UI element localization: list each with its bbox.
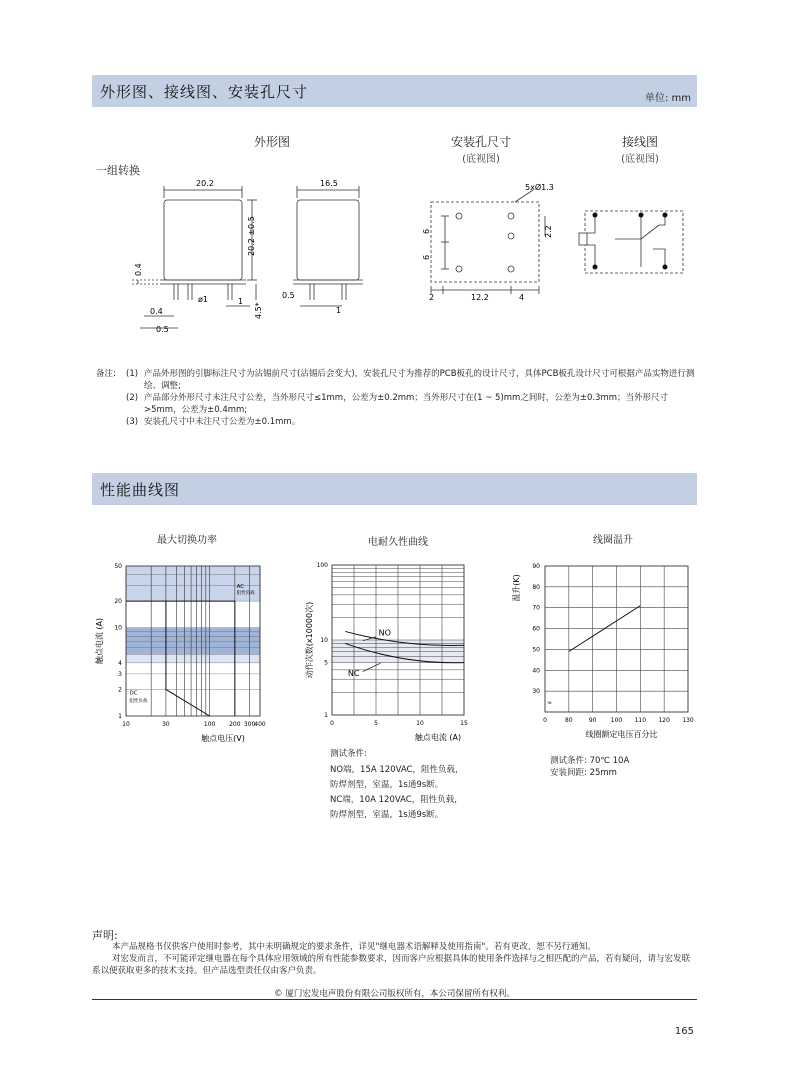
chart2-conditions-label: 测试条件: [330, 749, 367, 759]
chart1-y-tick: 3 [118, 670, 122, 678]
chart2-annotation-nc: NC [347, 669, 360, 679]
wiring-drawing [573, 203, 688, 278]
chart3-x-tick: 130 [682, 717, 694, 724]
chart1-band [126, 654, 260, 663]
chart3-condition-1: 测试条件: 70℃ 10A [550, 756, 630, 766]
chart2-y-tick: 10 [320, 637, 328, 644]
dim-holes-d: 5xØ1.3 [525, 183, 554, 192]
chart2-x-tick: 10 [416, 720, 424, 727]
dim-b4: 4 [519, 293, 525, 302]
page-number: 165 [674, 1026, 694, 1037]
chart-coil-temperature-rise [507, 558, 702, 753]
chart1-title: 最大切换功率 [157, 535, 217, 546]
notes-label: 备注: [96, 369, 116, 379]
chart1-y-tick: 20 [114, 598, 122, 606]
chart2-annotation-no: NO [378, 628, 391, 638]
chart1-annotation: AC [236, 584, 245, 591]
chart1-x-tick: 30 [162, 721, 170, 728]
group-label: 一组转换 [96, 164, 140, 177]
chart2-x-tick: 15 [460, 720, 468, 727]
chart-electrical-endurance [300, 558, 485, 753]
chart3-title: 线圈温升 [593, 535, 633, 546]
dim-2-2: 2.2 [544, 225, 553, 238]
dim-width-front: 20.2 [196, 179, 214, 188]
chart2-x-tick: 0 [330, 720, 334, 727]
section-header-dimensions [92, 75, 697, 107]
chart2-condition-2: 防焊剂型，室温，1s通9s断。 [330, 780, 444, 790]
chart1-annotation: 阻性负载 [129, 698, 148, 704]
chart1-y-tick: 1 [118, 713, 122, 720]
dim-b12: 12.2 [471, 293, 489, 302]
chart2-condition-1: NO端，15A 120VAC，阻性负载， [330, 765, 464, 775]
chart-max-switching-power [90, 558, 275, 753]
dim-side-05: 0.5 [282, 291, 295, 300]
chart1-x-tick: 10 [122, 721, 130, 728]
chart3-x-label: 线圈额定电压百分比 [585, 730, 658, 739]
note-3-text: 安装孔尺寸中未注尺寸公差为±0.1mm。 [144, 417, 301, 427]
dim-b2: 2 [429, 293, 435, 302]
note-2-num: (2) [126, 393, 139, 403]
section-header-curves [92, 473, 697, 505]
chart1-y-label: 触点电流 (A) [95, 617, 104, 665]
statement-p1: 本产品规格书仅供客户使用时参考，其中未明确规定的要求条件，详见"继电器术语解释及使用指南"。若有更改，恕不另行通知。 [112, 942, 596, 952]
chart1-x-tick: 100 [203, 721, 216, 728]
chart1-x-tick: 400 [254, 721, 266, 728]
chart3-x-tick: 100 [610, 717, 623, 724]
mounting-holes-drawing [415, 182, 555, 304]
section-title: 性能曲线图 [100, 481, 181, 499]
dim-width-side: 16.5 [320, 179, 338, 188]
note-2-text: 产品部分外形尺寸未注尺寸公差，当外形尺寸≤1mm，公差为±0.2mm；当外形尺寸在(1 ~ 5)mm之间时，公差为±0.3mm；当外形尺寸>5mm，公差为±0.4mm; [144, 393, 669, 415]
holes-subcaption: (底视图) [462, 154, 500, 165]
chart3-axis-break-mark: ≈ [547, 699, 553, 707]
dim-6a: 6 [422, 228, 431, 234]
chart3-x-tick: 80 [565, 717, 573, 724]
holes-caption: 安装孔尺寸 [450, 135, 511, 149]
chart3-y-tick: 60 [532, 625, 540, 633]
chart1-x-label: 触点电压(V) [201, 734, 245, 743]
chart2-condition-4: 防焊剂型，室温，1s通9s断。 [330, 810, 444, 820]
chart1-x-tick: 300 [243, 721, 256, 728]
footer-copyright: © 厦门宏发电声股份有限公司版权所有，本公司保留所有权利。 [274, 989, 515, 999]
chart3-x-tick: 120 [658, 717, 670, 724]
dim-pin-length: 4.5* [254, 302, 263, 319]
footer-divider [92, 999, 697, 1000]
statement-title: 声明: [92, 929, 118, 942]
dim-6b: 6 [422, 254, 431, 260]
section-title: 外形图、接线图、安装孔尺寸 [100, 83, 309, 101]
chart3-x-tick: 110 [634, 717, 647, 724]
chart2-x-label: 触点电流 (A) [414, 733, 462, 742]
note-1-num: (1) [126, 369, 139, 379]
chart2-condition-3: NC端，10A 120VAC，阻性负载， [330, 795, 463, 805]
chart2-y-tick: 100 [316, 562, 328, 569]
dim-side-1: 1 [336, 306, 342, 315]
chart1-y-tick: 10 [114, 624, 122, 632]
unit-label: 单位: mm [644, 93, 691, 104]
dim-height-front: 20.2 ±0.5 [247, 216, 256, 256]
chart3-x-tick: 0 [543, 717, 547, 724]
dim-05: 0.5 [156, 325, 169, 333]
chart3-y-tick: 90 [532, 563, 540, 570]
chart3-y-tick: 40 [532, 667, 540, 675]
note-1-text: 产品外形图的引脚标注尺寸为沾锡前尺寸(沾锡后会变大)，安装孔尺寸为推荐的PCB板孔的设计尺寸，具体PCB板孔设计尺寸可根据产品实物进行测绘、调整; [144, 369, 695, 391]
chart2-y-label: 动作次数(x10000次) [305, 601, 314, 679]
dim-pin-diameter: ø1 [198, 295, 208, 304]
chart3-y-label: 温升(K) [512, 574, 521, 602]
chart1-annotation: 阻性负载 [236, 591, 255, 597]
chart1-x-tick: 200 [229, 721, 241, 728]
statement-p2: 对宏发而言，不可能评定继电器在每个具体应用领域的所有性能参数要求，因而客户应根据具体的使用条件选择与之相匹配的产品，若有疑问，请与宏发联系以便获取更多的技术支持。但产品选型责任仅由客户负责。 [92, 954, 691, 976]
chart3-y-tick: 80 [532, 583, 540, 591]
wiring-caption: 接线图 [621, 135, 658, 149]
chart1-y-tick: 4 [118, 659, 122, 667]
chart2-y-tick: 5 [324, 659, 328, 667]
wiring-subcaption: (底视图) [621, 154, 659, 165]
dim-pin-width: 1 [238, 297, 244, 306]
chart1-y-tick: 2 [118, 686, 122, 694]
dim-04: 0.4 [150, 307, 163, 316]
chart2-y-tick: 1 [324, 712, 328, 719]
note-3-num: (3) [126, 417, 139, 427]
chart1-y-tick: 50 [114, 563, 122, 570]
chart3-condition-2: 安装间距: 25mm [550, 768, 617, 778]
chart3-x-tick: 90 [588, 717, 597, 724]
outline-caption: 外形图 [253, 135, 290, 149]
chart2-arrow-nc [363, 663, 381, 671]
chart3-y-tick: 30 [532, 688, 540, 696]
chart3-y-tick: 50 [532, 646, 540, 654]
chart3-y-tick: 70 [532, 604, 540, 612]
chart2-x-tick: 5 [374, 720, 378, 727]
dim-base: 0.4 [134, 263, 143, 276]
outline-drawing [130, 178, 390, 333]
chart2-title: 电耐久性曲线 [368, 537, 428, 548]
chart1-annotation: DC [129, 690, 138, 697]
